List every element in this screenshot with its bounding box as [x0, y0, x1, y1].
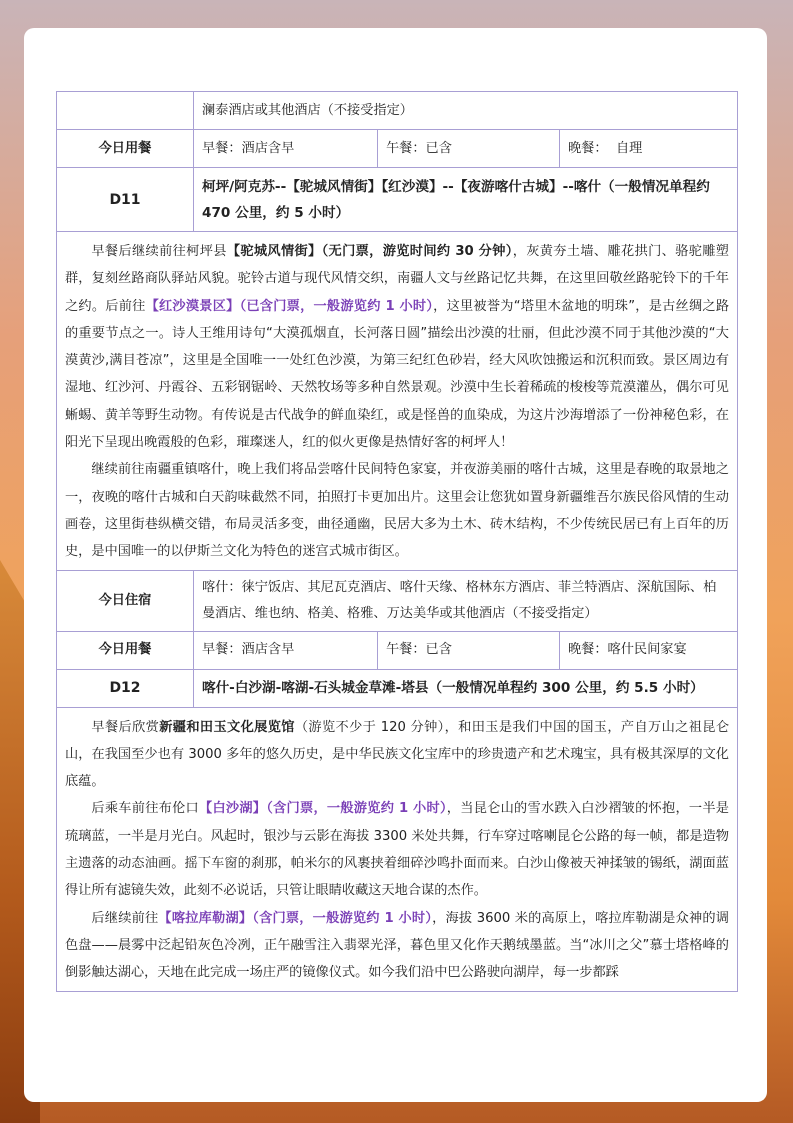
- meals-label-d11: 今日用餐: [57, 631, 194, 669]
- paragraph-d11-1: [65, 238, 729, 456]
- description-d11: [57, 232, 738, 571]
- text-span: ，海拔 3600 米的高原上，喀拉库勒湖是众神的调色盘——晨雾中泛起铅灰色冷冽，正午融雪注入翡翠光泽，暮色里又化作天鹅绒墨蓝。当“冰川之父”慕士塔格峰的倒影触达湖心，天地在此完成一场庄严的镜像仪式。如今我们沿中巴公路驶向湖岸，每一步都踩: [65, 910, 729, 981]
- attraction-tuocheng: 【驼城风情街】（无门票，游览时间约 30 分钟）: [226, 244, 513, 259]
- route-d12: 喀什-白沙湖-喀湖-石头城金草滩-塔县（一般情况单程约 300 公里，约 5.5 小时）: [194, 669, 738, 707]
- day-label-d11: D11: [57, 168, 194, 232]
- attraction-red-desert: 【红沙漠景区】（已含门票，一般游览约 1 小时）: [145, 298, 434, 314]
- day-label-d12: D12: [57, 669, 194, 707]
- dinner-d11: 晚餐：喀什民间家宴: [560, 631, 738, 669]
- hotel-row-d11: [57, 570, 738, 631]
- text-span: ，灰黄夯土墙、雕花拱门、骆驼雕塑群，复刻丝路商队驿站风貌。驼铃古道与现代风情交织，南疆人文与丝路记忆共舞，在这里回敬丝路驼铃下的千年之约。后前往: [65, 244, 729, 314]
- description-cell-d12: [57, 707, 738, 991]
- text-span: （游览不少于 120 分钟），和田玉是我们中国的国玉，产自万山之祖昆仑山，在我国至少也有 3000 多年的悠久历史，是中华民族文化宝库中的珍贵遗产和艺术瑰宝，具有极其深厚的文化底蕴。: [65, 719, 730, 790]
- meals-row-d11: [57, 631, 738, 669]
- itinerary-table: [56, 91, 738, 992]
- attraction-karakul-lake: 【喀拉库勒湖】（含门票，一般游览约 1 小时）: [158, 910, 433, 926]
- paragraph-d12-2: [65, 795, 729, 904]
- meals-row-prev: [57, 130, 738, 168]
- description-cell-d11: [57, 232, 738, 571]
- paragraph-d12-3: [65, 905, 729, 987]
- day-header-d11: [57, 168, 738, 232]
- route-d11: 柯坪/阿克苏--【驼城风情街】【红沙漠】--【夜游喀什古城】--喀什（一般情况单程约 470 公里，约 5 小时）: [194, 168, 738, 232]
- breakfast-d11: 早餐：酒店含早: [194, 631, 378, 669]
- lunch-prev: 午餐：已含: [378, 130, 560, 168]
- text-span: ，这里被誉为“塔里木盆地的明珠”，是古丝绸之路的重要节点之一。诗人王维用诗句“大漠孤烟直，长河落日圆”描绘出沙漠的壮丽，但此沙漠不同于其他沙漠的“大漠黄沙,满目苍凉”，这里是全国唯一一处红色沙漠，为第三纪红色砂岩，经大风吹蚀搬运和沉积而致。景区周边有湿地、红沙河、丹霞谷、五彩钢锯岭、天然牧场等多种自然景观。沙漠中生长着稀疏的梭梭等荒漠灌丛，偶尔可见蜥蜴、黄羊等野生动物。有传说是古代战争的鲜血染红，或是怪兽的血染成，为这片沙海增添了一份神秘色彩，在阳光下呈现出晚霞般的色彩，璀璨迷人，红的似火更像是热情好客的柯坪人！: [65, 298, 730, 451]
- day-header-d12: [57, 669, 738, 707]
- lunch-d11: 午餐：已含: [378, 631, 560, 669]
- hotel-text-d11: 喀什：徕宁饭店、其尼瓦克酒店、喀什天缘、格林东方酒店、菲兰特酒店、深航国际、柏曼酒店、维也纳、格美、格雅、万达美华或其他酒店（不接受指定）: [194, 570, 738, 631]
- meals-label-prev: 今日用餐: [57, 130, 194, 168]
- text-span: ，当昆仑山的雪水跌入白沙褶皱的怀抱，一半是琉璃蓝，一半是月光白。风起时，银沙与云影在海拔 3300 米处共舞，行车穿过喀喇昆仑公路的每一帧，都是造物主遗落的动态油画。摇下车窗的刹那，帕米尔的风裹挟着细碎沙鸣扑面而来。白沙山像被天神揉皱的锡纸，湖面蓝得让所有滤镜失效，此刻不必说话，只管让眼睛收藏这天地合谋的杰作。: [65, 801, 729, 899]
- itinerary-page: [24, 28, 767, 1102]
- paragraph-d12-1: [65, 714, 729, 796]
- paragraph-d11-2: 继续前往南疆重镇喀什，晚上我们将品尝喀什民间特色家宴，并夜游美丽的喀什古城，这里是春晚的取景地之一，夜晚的喀什古城和白天韵味截然不同，拍照打卡更加出片。这里会让您犹如置身新疆维吾尔族民俗风情的生动画卷，这里街巷纵横交错，布局灵活多变，曲径通幽，民居大多为土木、砖木结构，不少传统民居已有上百年的历史，是中国唯一的以伊斯兰文化为特色的迷宫式城市街区。: [65, 462, 729, 560]
- hotel-label-cell-prev: [57, 92, 194, 130]
- breakfast-prev: 早餐：酒店含早: [194, 130, 378, 168]
- hotel-text-prev: 澜泰酒店或其他酒店（不接受指定）: [194, 92, 738, 130]
- dinner-prev: 晚餐： 自理: [560, 130, 738, 168]
- text-span: 后继续前往: [91, 910, 159, 926]
- hotel-label-d11: 今日住宿: [57, 570, 194, 631]
- text-span: 早餐后欣赏: [91, 719, 160, 735]
- attraction-white-sand-lake: 【白沙湖】（含门票，一般游览约 1 小时）: [199, 801, 447, 817]
- text-span: 后乘车前往布伦口: [91, 801, 199, 817]
- text-span: 早餐后继续前往柯坪县: [91, 244, 227, 259]
- description-d12: [57, 707, 738, 991]
- attraction-jade-museum: 新疆和田玉文化展览馆: [159, 719, 295, 735]
- hotel-row-prev: [57, 92, 738, 130]
